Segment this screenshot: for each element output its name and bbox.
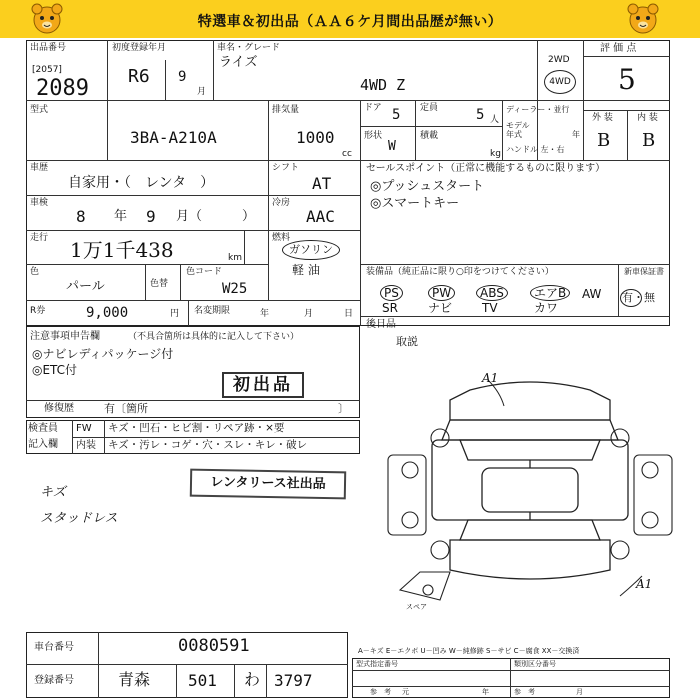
inspection-month-unit: 月（ bbox=[176, 209, 203, 224]
car-damage-diagram bbox=[380, 360, 680, 630]
fuel-label: 燃料 bbox=[272, 233, 291, 243]
chassis-label: 車台番号 bbox=[34, 642, 74, 653]
damage-legend: A－キズ E－エクボ U－凹み W－純修跡 S－サビ C－腐食 XX－交換済 bbox=[358, 647, 580, 655]
mileage-unit: km bbox=[228, 253, 242, 263]
rental-stamp: レンタリース社出品 bbox=[190, 469, 346, 500]
mileage-value: 1万1千438 bbox=[70, 238, 174, 262]
warranty-yes-circle bbox=[620, 289, 642, 307]
ref-month: 月 bbox=[576, 688, 583, 696]
fuel-diesel: 軽 油 bbox=[292, 263, 320, 277]
inspection-label: 車検 bbox=[30, 198, 49, 208]
type-designation-box bbox=[352, 658, 670, 698]
registration-region: 青森 bbox=[118, 670, 151, 689]
equip-pw-circled: PW bbox=[428, 285, 455, 301]
inspector-label: 検査員 bbox=[28, 423, 58, 434]
color-value: パール bbox=[66, 279, 105, 294]
shift-label: シフト bbox=[272, 163, 300, 173]
dealer-model-label: モデル bbox=[506, 121, 530, 130]
after-label: 後日品 bbox=[366, 319, 396, 330]
first-listing-stamp: 初出品 bbox=[222, 372, 304, 398]
category-number-ref: 参 考 bbox=[514, 688, 535, 696]
dealer-label: ディーラー・並行 bbox=[506, 105, 570, 114]
notice-label: 注意事項申告欄 bbox=[30, 331, 100, 342]
repair-label: 修復歴 bbox=[44, 403, 74, 414]
interior-insp-label: 内装 bbox=[76, 440, 96, 451]
inspection-year-unit: 年 bbox=[114, 209, 128, 224]
first-reg-label: 初度登録年月 bbox=[112, 43, 167, 53]
ref-era: 元 bbox=[402, 688, 409, 696]
sales-item: ◎スマートキー bbox=[370, 196, 460, 211]
first-reg-month: 9 bbox=[178, 69, 187, 85]
fuel-gasoline-circled: ガソリン bbox=[282, 240, 340, 260]
shape-label: 形状 bbox=[364, 131, 383, 141]
equip-ps-circled: PS bbox=[380, 285, 403, 301]
notice-item: ◎ETC付 bbox=[32, 363, 78, 377]
warranty-value: 有・無 bbox=[622, 291, 655, 304]
shift-value: AT bbox=[312, 174, 332, 193]
capacity-unit: 人 bbox=[490, 115, 500, 125]
history-label: 車歴 bbox=[30, 163, 49, 173]
notice-item: ◎ナビレディパッケージ付 bbox=[32, 347, 174, 361]
equip-tv: TV bbox=[482, 301, 498, 315]
drive-2wd: 2WD bbox=[548, 55, 570, 65]
recycle-label: R券 bbox=[30, 306, 46, 316]
color-label: 色 bbox=[30, 267, 40, 277]
inspection-close: ） bbox=[242, 209, 256, 224]
drive-4wd-circled: 4WD bbox=[544, 70, 576, 94]
fw-options: キズ・凹石・ヒビ割・リペア跡・×要 bbox=[108, 422, 285, 434]
name-change-day: 日 bbox=[344, 309, 354, 319]
interior-options: キズ・汚レ・コゲ・穴・スレ・キレ・破レ bbox=[108, 439, 308, 451]
model-name: ライズ bbox=[219, 55, 258, 70]
interior-grade: B bbox=[642, 130, 656, 151]
lot-label: 出品番号 bbox=[30, 43, 67, 53]
equip-sr: SR bbox=[382, 301, 398, 315]
type-label: 型式 bbox=[30, 105, 49, 115]
equip-navi: ナビ bbox=[428, 301, 453, 315]
displacement-label: 排気量 bbox=[272, 105, 300, 115]
model-grade: 4WD Z bbox=[360, 76, 406, 94]
inspector-entry-label: 記入欄 bbox=[28, 439, 58, 450]
banner-title: 特選車＆初出品（ＡＡ６ケ月間出品歴が無い） bbox=[197, 14, 503, 30]
repair-close: 〕 bbox=[338, 402, 349, 415]
first-reg-unit: 月 bbox=[197, 87, 207, 97]
dealer-year-unit: 年 bbox=[572, 130, 580, 139]
registration-number: 3797 bbox=[274, 671, 313, 690]
after-value: 取説 bbox=[396, 335, 418, 348]
exterior-grade: B bbox=[597, 130, 611, 151]
ac-value: AAC bbox=[306, 207, 335, 226]
doors-label: ドア bbox=[364, 103, 382, 113]
color-code: W25 bbox=[222, 281, 248, 297]
score-label: 評 価 点 bbox=[600, 43, 637, 54]
registration-class: 501 bbox=[188, 671, 217, 690]
type-value: 3BA-A210A bbox=[130, 128, 217, 147]
shape-value: W bbox=[388, 139, 396, 154]
registration-label: 登録番号 bbox=[34, 675, 74, 686]
interior-label: 内 装 bbox=[637, 113, 658, 123]
header-banner bbox=[0, 0, 700, 38]
type-designation-label: 型式指定番号 bbox=[356, 660, 398, 668]
repair-value: 有〔箇所 bbox=[104, 402, 148, 415]
capacity-value: 5 bbox=[476, 107, 485, 123]
displacement-value: 1000 bbox=[296, 128, 335, 147]
chassis-number: 0080591 bbox=[178, 636, 250, 656]
dealer-handle: ハンドル 左・右 bbox=[506, 145, 565, 154]
equip-airbag-circled: エアB bbox=[530, 285, 570, 301]
handwritten-studless: スタッドレス bbox=[40, 511, 118, 526]
name-change-month: 月 bbox=[304, 309, 314, 319]
capacity-label: 定員 bbox=[420, 103, 439, 113]
inspection-year: 8 bbox=[76, 207, 86, 226]
name-change-label: 名変期限 bbox=[194, 306, 231, 316]
spare-label: スペア bbox=[406, 603, 427, 611]
lot-number: 2089 bbox=[36, 76, 89, 101]
equip-leather: カワ bbox=[534, 301, 559, 315]
color-change-label: 色替 bbox=[150, 279, 169, 289]
notice-note: （不具合箇所は具体的に記入して下さい） bbox=[128, 332, 300, 342]
dealer-year-label: 年式 bbox=[506, 130, 522, 139]
type-designation-ref: 参 考 bbox=[370, 688, 391, 696]
first-reg-era: R6 bbox=[128, 66, 150, 87]
displacement-unit: cc bbox=[342, 149, 352, 159]
load-unit: kg bbox=[490, 149, 501, 159]
sales-item: ◎プッシュスタート bbox=[370, 179, 485, 194]
score-value: 5 bbox=[618, 63, 636, 96]
sales-label: セールスポイント（正常に機能するものに限ります） bbox=[366, 163, 606, 174]
history-value: 自家用・（ レンタ ） bbox=[68, 175, 215, 191]
category-number-label: 類別区分番号 bbox=[514, 660, 556, 668]
damage-mark-a1-rear: A1 bbox=[636, 577, 653, 591]
ac-label: 冷房 bbox=[272, 198, 291, 208]
mileage-label: 走行 bbox=[30, 233, 49, 243]
inspection-month: 9 bbox=[146, 207, 156, 226]
recycle-value: 9,000 bbox=[86, 305, 129, 321]
doors-value: 5 bbox=[392, 107, 401, 123]
recycle-unit: 円 bbox=[170, 309, 180, 319]
registration-kana: わ bbox=[244, 670, 261, 689]
name-change-year: 年 bbox=[260, 309, 270, 319]
exterior-label: 外 装 bbox=[592, 113, 613, 123]
lot-subnumber: [2057] bbox=[32, 65, 62, 75]
damage-mark-a1-front: A1 bbox=[482, 371, 499, 385]
bear-mascot-icon bbox=[626, 2, 660, 36]
load-label: 積載 bbox=[420, 131, 439, 141]
color-code-label: 色コード bbox=[186, 267, 223, 277]
equipment-label: 装備品（純正品に限り○印をつけてください） bbox=[366, 267, 554, 277]
handwritten-scratch: キズ bbox=[40, 485, 66, 500]
equip-aw: AW bbox=[582, 287, 602, 301]
warranty-label: 新車保証書 bbox=[624, 267, 664, 276]
equip-abs-circled: ABS bbox=[476, 285, 508, 301]
ref-year: 年 bbox=[482, 688, 489, 696]
fw-label: FW bbox=[76, 423, 92, 434]
model-label: 車名・グレード bbox=[217, 43, 281, 53]
